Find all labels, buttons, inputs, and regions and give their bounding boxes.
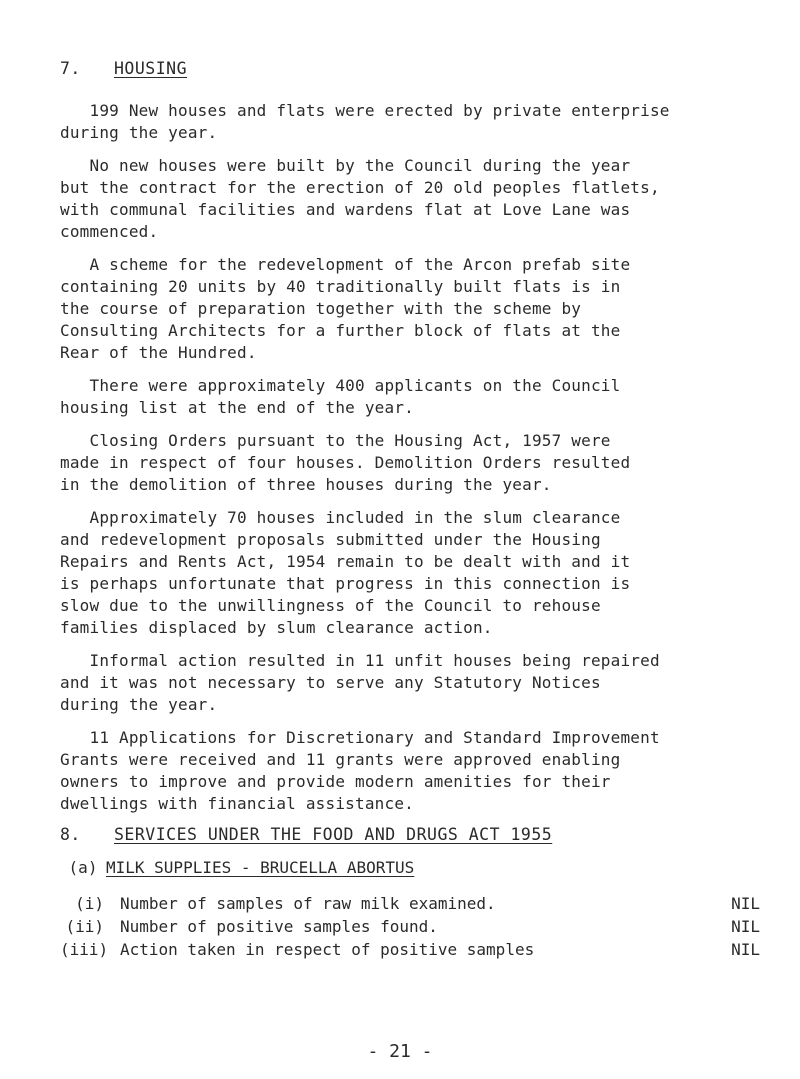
list-item: [60, 893, 760, 916]
item-text: Number of samples of raw milk examined.: [120, 894, 496, 913]
section-number: 7.: [60, 59, 81, 78]
item-number: (i): [75, 894, 104, 913]
item-text: Number of positive samples found.: [120, 917, 438, 936]
paragraph: No new houses were built by the Council during the year but the contract for the erection of 20 old peoples flatlets, with communal facilities and wardens flat at Love Lane was commenced.: [60, 156, 660, 241]
subsection-title: MILK SUPPLIES - BRUCELLA ABORTUS: [106, 858, 415, 877]
item-value: NIL: [731, 917, 760, 936]
section-title: SERVICES UNDER THE FOOD AND DRUGS ACT 1955: [114, 825, 553, 844]
paragraph: Approximately 70 houses included in the slum clearance and redevelopment proposals submitted under the Housing Repairs and Rents Act, 1954 remain to be dealt with and it is perhaps unfortunate that progress in this connection is slow due to the unwillingness of the Council to rehouse families displaced by slum clearance action.: [60, 508, 631, 637]
list-item: [60, 939, 760, 962]
item-value: NIL: [731, 940, 760, 959]
paragraph: There were approximately 400 applicants on the Council housing list at the end of the year.: [60, 376, 621, 417]
section-title: HOUSING: [114, 59, 188, 78]
subsection-heading: [60, 858, 414, 877]
results-list: [60, 893, 760, 962]
paragraph: Informal action resulted in 11 unfit houses being repaired and it was not necessary to serve any Statutory Notices during the year.: [60, 651, 660, 714]
list-item: [60, 916, 760, 939]
item-text: Action taken in respect of positive samples: [120, 940, 535, 959]
paragraph: 11 Applications for Discretionary and Standard Improvement Grants were received and 11 grants were approved enabling owners to improve and provide modern amenities for their dwellings with financial assistance.: [60, 728, 660, 813]
section-7-heading: [60, 59, 187, 78]
section-number: 8.: [60, 825, 81, 844]
subsection-label: (a): [68, 858, 98, 877]
paragraph: A scheme for the redevelopment of the Arcon prefab site containing 20 units by 40 traditionally built flats is in the course of preparation together with the scheme by Consulting Architects for a further block of flats at the Rear of the Hundred.: [60, 255, 631, 362]
paragraph: 199 New houses and flats were erected by private enterprise during the year.: [60, 101, 670, 142]
item-value: NIL: [731, 894, 760, 913]
section-8-heading: [60, 825, 552, 844]
item-number: (ii): [65, 917, 104, 936]
item-number: (iii): [60, 940, 109, 959]
paragraph: Closing Orders pursuant to the Housing Act, 1957 were made in respect of four houses. Demolition Orders resulted in the demolition of three houses during the year.: [60, 431, 631, 494]
page-number: - 21 -: [367, 1041, 433, 1062]
